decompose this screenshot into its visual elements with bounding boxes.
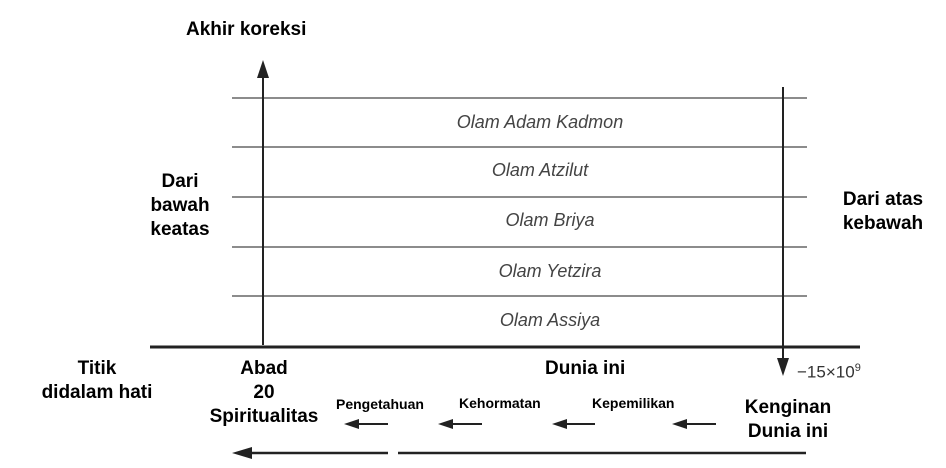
right-label-line-2: kebawah	[842, 213, 924, 234]
time-label	[797, 362, 861, 383]
bottom-left-line-2: didalam hati	[41, 382, 153, 403]
top-label: Akhir koreksi	[186, 19, 307, 40]
right-label-line-1: Dari atas	[842, 189, 924, 210]
dunia-label: Dunia ini	[545, 358, 626, 379]
right-side-label	[830, 188, 936, 236]
left-side-label	[148, 170, 212, 242]
bottom-left-label	[30, 357, 164, 405]
bottom-left-line-1: Titik	[77, 358, 117, 379]
left-label-line-2: bawah	[150, 195, 210, 216]
world-briya: Olam Briya	[505, 210, 595, 230]
world-atzilut: Olam Atzilut	[491, 160, 589, 180]
world-adam-kadmon: Olam Adam Kadmon	[456, 112, 624, 132]
time-exponent: 9	[854, 362, 861, 374]
abad-line-3: Spiritualitas	[209, 406, 319, 427]
left-label-line-1: Dari	[161, 171, 199, 192]
time-base: −15×10	[797, 362, 855, 382]
abad-line-1: Abad	[240, 358, 288, 379]
abad-line-2: 20	[253, 382, 275, 403]
stage-kepemilikan: Kepemilikan	[592, 395, 675, 411]
left-label-line-3: keatas	[150, 219, 210, 240]
stage-pengetahuan: Pengetahuan	[336, 396, 424, 412]
abad-label	[196, 357, 332, 429]
stage-kehormatan: Kehormatan	[459, 395, 541, 411]
kenginan-label	[732, 396, 844, 444]
kenginan-line-2: Dunia ini	[747, 421, 829, 442]
world-assiya: Olam Assiya	[499, 310, 601, 330]
world-yetzira: Olam Yetzira	[498, 261, 602, 281]
kenginan-line-1: Kenginan	[744, 397, 832, 418]
